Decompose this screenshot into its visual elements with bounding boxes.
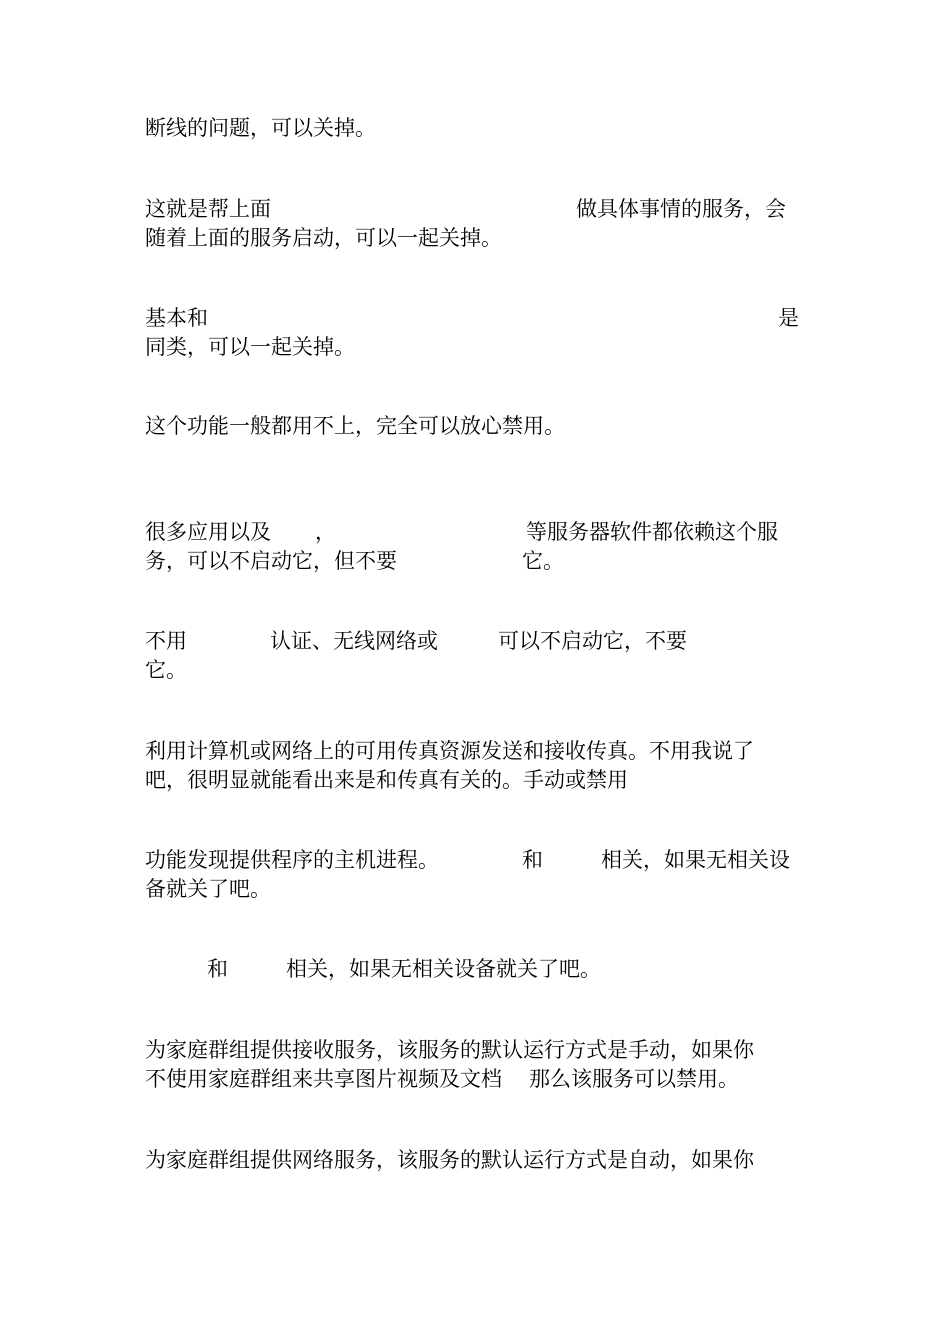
text-segment: 它。 [522, 549, 564, 573]
text-segment: 为家庭群组提供接收服务，该服务的默认运行方式是手动，如果你 [145, 1038, 754, 1062]
text-segment: 同类，可以一起关掉。 [145, 335, 355, 359]
text-segment: 它。 [145, 658, 187, 682]
text-segment: 很多应用以及 [145, 520, 271, 544]
text-segment: 那么该服务可以禁用。 [529, 1067, 739, 1091]
text-segment: 认证、无线网络或 [270, 629, 438, 653]
text-segment: 和 [522, 848, 543, 872]
text-segment: ， [315, 520, 336, 544]
text-segment: 相关，如果无相关设备就关了吧。 [286, 957, 601, 981]
text-segment: 等服务器软件都依赖这个服 [526, 520, 778, 544]
text-segment: 吧，很明显就能看出来是和传真有关的。手动或禁用 [145, 768, 628, 792]
text-segment: 备就关了吧。 [145, 877, 271, 901]
text-segment: 利用计算机或网络上的可用传真资源发送和接收传真。不用我说了 [145, 739, 754, 763]
text-segment: 随着上面的服务启动，可以一起关掉。 [145, 226, 502, 250]
text-segment: 相关，如果无相关设 [601, 848, 790, 872]
text-segment: 务，可以不启动它，但不要 [145, 549, 397, 573]
text-segment: 断线的问题，可以关掉。 [145, 116, 376, 140]
text-segment: 做具体事情的服务，会 [576, 197, 786, 221]
text-segment: 是 [778, 306, 799, 330]
text-segment: 为家庭群组提供网络服务，该服务的默认运行方式是自动，如果你 [145, 1148, 754, 1172]
text-segment: 这就是帮上面 [145, 197, 271, 221]
text-segment: 可以不启动它，不要 [498, 629, 687, 653]
text-segment: 和 [207, 957, 228, 981]
text-segment: 不使用家庭群组来共享图片视频及文档 [145, 1067, 502, 1091]
text-segment: 不用 [145, 629, 187, 653]
text-segment: 这个功能一般都用不上，完全可以放心禁用。 [145, 414, 565, 438]
text-segment: 基本和 [145, 306, 208, 330]
text-segment: 功能发现提供程序的主机进程。 [145, 848, 439, 872]
